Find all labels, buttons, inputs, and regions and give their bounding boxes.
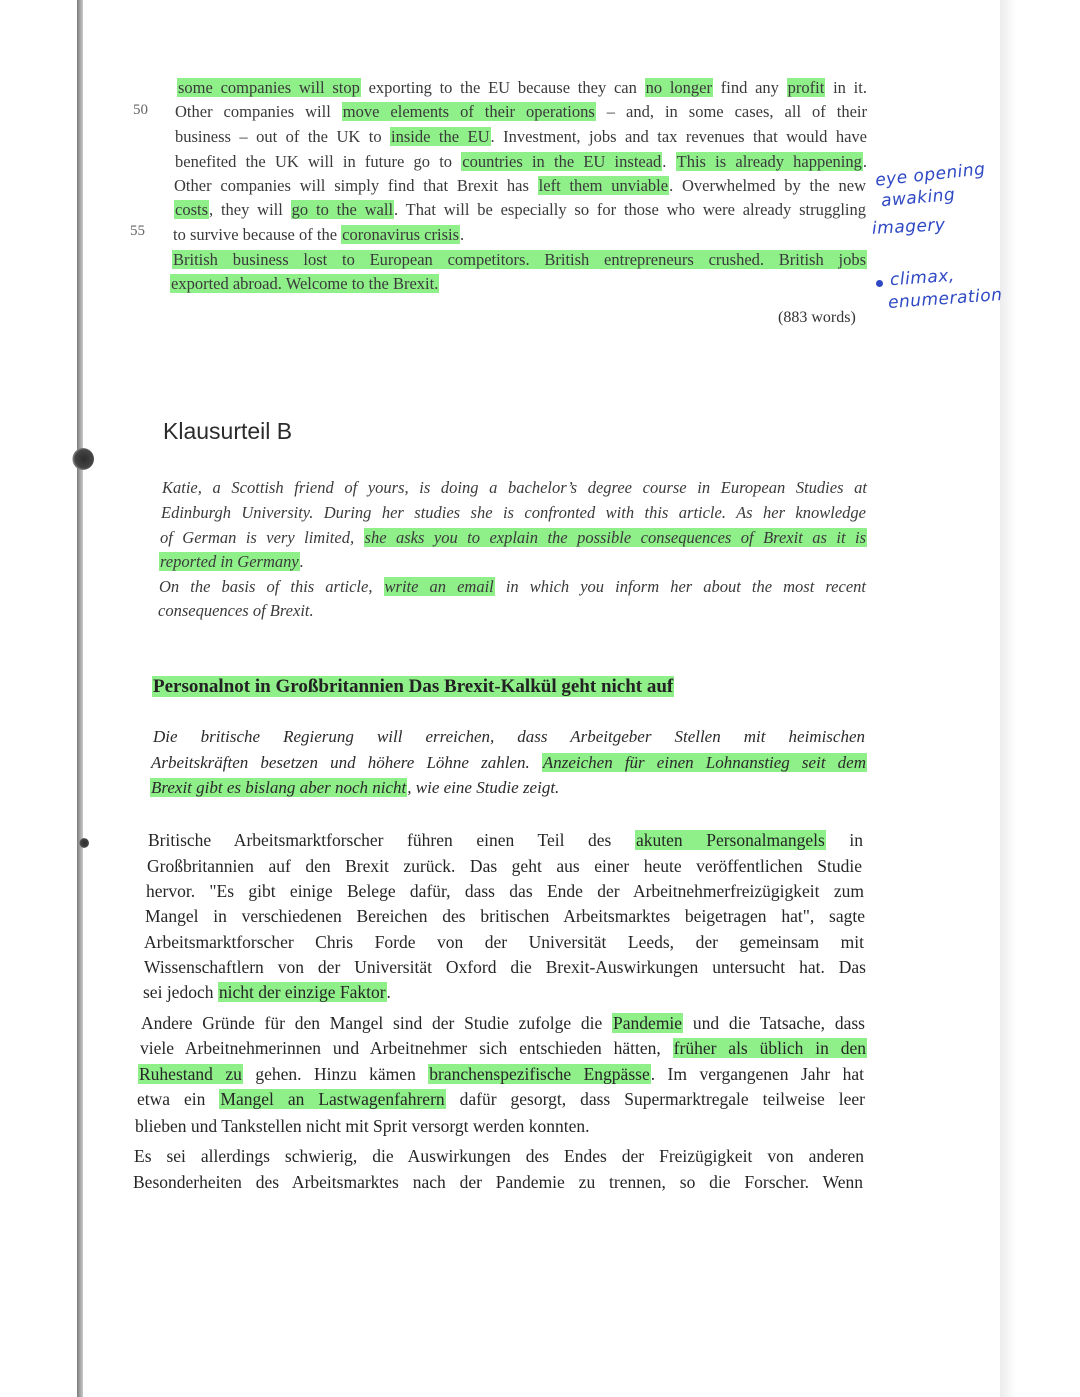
text-run: dafür gesorgt, dass Supermarktregale teilweise leer [445,1089,866,1109]
text-run: etwa ein [137,1089,220,1109]
text-run: hervor. "Es gibt einige Belege dafür, dass das Ende der Arbeitnehmerfreizügigkeit zum [146,881,864,901]
article-line [174,200,866,220]
highlighted-text: countries in the EU instead [462,152,662,171]
highlighted-text: write an email [384,577,494,596]
text-run: On the basis of this article, [159,577,384,596]
article-line [177,78,867,98]
highlighted-text: inside the EU [391,127,490,146]
text-run: blieben und Tankstellen nicht mit Sprit versorgt werden konnten. [135,1116,590,1136]
section-title: Klausurteil B [163,418,293,444]
highlighted-text: costs [175,200,208,219]
body-line [144,932,864,953]
highlighted-text: This is already happening [676,152,862,171]
highlighted-text: akuten Personalmangels [635,830,825,850]
text-run: – and, in some cases, all of their [595,102,868,121]
text-run: business – out of the UK to [175,127,391,146]
punch-hole-bottom [79,838,89,848]
text-run: exporting to the EU because they can [360,78,645,97]
text-run: , wie eine Studie zeigt. [407,778,560,797]
body-line [140,1038,867,1059]
text-run: Arbeitskräften besetzen und höhere Löhne zahlen. [151,753,542,772]
text-run: Arbeitsmarktforscher Chris Forde von der Universität Leeds, der gemeinsam mit [144,932,864,952]
body-line [137,1089,865,1110]
highlighted-text: coronavirus crisis [342,225,460,244]
german-article-title: Personalnot in Großbritannien Das Brexit-Kalkül geht nicht auf [153,676,674,697]
note-awaking: awaking [880,184,957,212]
note-bullet-icon [876,280,883,287]
highlighted-text: früher als üblich in den [673,1038,867,1058]
highlighted-text: Ruhestand zu [139,1064,242,1084]
text-run: . [862,152,868,171]
highlighted-text: profit [787,78,825,97]
highlighted-text: reported in Germany [160,552,299,571]
highlighted-text: go to the wall [291,200,394,219]
text-run: find any [713,78,787,97]
body-line [147,856,862,877]
text-run: in it. [825,78,867,97]
highlighted-text: Mangel an Lastwagenfahrern [220,1089,445,1109]
text-run: Wissenschaftlern von der Universität Oxford die Brexit-Auswirkungen untersucht hat. Das [144,957,866,977]
word-count: (883 words) [778,309,856,326]
text-run: Es sei allerdings schwierig, die Auswirkungen des Endes der Freizügigkeit von anderen [134,1146,864,1166]
highlighted-text: Pandemie [613,1013,683,1033]
body-line [148,830,863,851]
text-run: viele Arbeitnehmerinnen und Arbeitnehmer sich entschieden hätten, [140,1038,673,1058]
note-climax: climax, [889,265,956,291]
highlighted-text: Brexit gibt es bislang aber noch nicht [151,778,407,797]
body-line [138,1064,864,1085]
text-run: Die britische Regierung will erreichen, dass Arbeitgeber Stellen mit heimischen [153,727,865,746]
text-run: in which you inform her about the most recent [494,577,866,596]
text-run: . [386,982,391,1002]
note-imagery: imagery [871,215,946,239]
article-line [174,176,866,196]
lead-line [151,753,867,773]
text-run: . [460,225,465,244]
body-line [133,1172,863,1193]
body-line [134,1146,864,1167]
highlighted-text: she asks you to explain the possible consequences of Brexit as it is [364,528,866,547]
task-line [162,478,867,498]
text-run: benefited the UK will in future go to [175,152,462,171]
body-line [141,1013,865,1034]
page-margin-left [0,0,78,1397]
article-line [172,250,867,270]
lead-line [153,727,865,747]
text-run: in [825,830,863,850]
task-line [159,577,866,597]
page-margin-right [1000,0,1080,1397]
punch-hole-top [72,448,94,470]
body-line [145,906,865,927]
body-line [146,881,864,902]
text-run: Britische Arbeitsmarktforscher führen einen Teil des [148,830,635,850]
line-number-55: 55 [130,223,145,239]
note-eye-opening: eye opening [874,159,987,191]
body-line [144,957,866,978]
highlighted-text: left them unviable [538,176,669,195]
text-run: consequences of Brexit. [158,601,314,620]
text-run: Katie, a Scottish friend of yours, is doing a bachelor’s degree course in European Studies at [162,478,867,497]
article-line [173,225,464,245]
article-line [175,102,867,122]
text-run: und die Tatsache, dass [683,1013,865,1033]
task-line [161,503,866,523]
text-run: of German is very limited, [160,528,364,547]
highlighted-text: no longer [645,78,712,97]
text-run: Besonderheiten des Arbeitsmarktes nach der Pandemie zu trennen, so die Forscher. Wenn [133,1172,863,1192]
note-enumeration: enumeration [887,285,1004,313]
text-run: gehen. Hinzu kämen [242,1064,429,1084]
highlighted-text: nicht der einzige Faktor [218,982,386,1002]
text-run: . [662,152,676,171]
article-line [175,152,867,172]
highlighted-text: some companies will stop [178,78,360,97]
text-run: to survive because of the [173,225,342,244]
body-line [135,1116,590,1137]
text-run: Mangel in verschiedenen Bereichen des britischen Arbeitsmarktes beigetragen hat", sagte [145,906,865,926]
highlighted-text: branchenspezifische Engpässe [429,1064,650,1084]
text-run: . That will be especially so for those who were already struggling [394,200,866,219]
line-number-50: 50 [133,102,148,118]
text-run: Edinburgh University. During her studies she is confronted with this article. As her knowledge [161,503,866,522]
article-line [175,127,867,147]
highlighted-text: British business lost to European competitors. British entrepreneurs crushed. British jobs [173,250,866,269]
article-line [170,274,439,294]
text-run: sei jedoch [143,982,218,1002]
text-run: Andere Gründe für den Mangel sind der Studie zufolge die [141,1013,613,1033]
task-line [159,552,304,572]
text-run: Other companies will simply find that Brexit has [174,176,538,195]
highlighted-text: Anzeichen für einen Lohnanstieg seit dem [542,753,866,772]
highlighted-text: exported abroad. Welcome to the Brexit. [171,274,439,293]
text-run: . Im vergangenen Jahr hat [650,1064,864,1084]
task-line [158,601,314,621]
text-run: . Investment, jobs and tax revenues that would have [490,127,867,146]
binding-edge [77,0,83,1397]
highlighted-text: move elements of their operations [342,102,595,121]
text-run: Großbritannien auf den Brexit zurück. Das geht aus einer heute veröffentlichen Studie [147,856,862,876]
text-run: . [299,552,304,571]
task-line [160,528,867,548]
lead-line [150,778,559,798]
text-run: Other companies will [175,102,342,121]
body-line [143,982,391,1003]
text-run: , they will [209,200,291,219]
text-run: . Overwhelmed by the new [669,176,866,195]
